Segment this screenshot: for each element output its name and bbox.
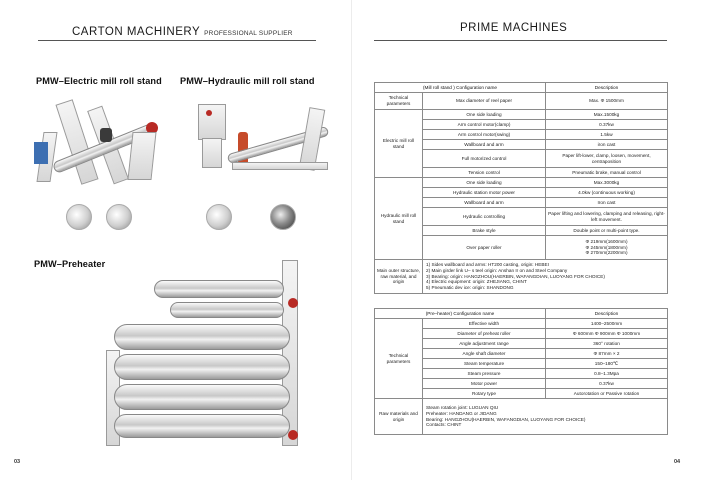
- table-header-config: (Mill roll stand ) Configuration name: [375, 83, 546, 93]
- param-value: 0.37kw: [546, 120, 668, 130]
- param-value: Iron cast: [546, 198, 668, 208]
- electric-detail-image-1: [66, 204, 92, 230]
- left-page: [0, 0, 351, 480]
- param-value: 1400–2500mm: [546, 319, 668, 329]
- table-header-description: Description: [546, 309, 668, 319]
- param-name: Angle adjustment range: [423, 339, 546, 349]
- page-number-right: 04: [674, 459, 681, 465]
- param-value: 150–180℃: [546, 359, 668, 369]
- param-value: Max. Φ 1500mm: [546, 93, 668, 110]
- section-title-preheater: PMW–Preheater: [34, 259, 106, 269]
- param-value: Φ 87mm × 2: [546, 349, 668, 359]
- group-label-electric: Electric mill roll stand: [375, 110, 423, 178]
- param-name: Diameter of preheat roller: [423, 329, 546, 339]
- mill-roll-stand-table: [374, 82, 668, 294]
- electric-mill-roll-stand-image: [30, 92, 170, 192]
- param-name: Wallboard and arm: [423, 140, 546, 150]
- left-header: [72, 22, 293, 40]
- param-value: Double point or multi-point type.: [546, 226, 668, 236]
- hydraulic-mill-roll-stand-image: [188, 92, 338, 192]
- table-header-config: (Pre–heater) Configuration name: [375, 309, 546, 319]
- page-number-left: 03: [14, 459, 21, 465]
- materials-text: Steam rotation joint: LUGUAN QIU Preheater: HANDANG or JIDANG Bearing: HANGZHOU(HAERBIN, WAFANGDIAN, LUOYANG FOR CHOICE) Contacts: CHINT: [423, 399, 668, 435]
- right-page: [352, 0, 703, 480]
- section-title-hydraulic: PMW–Hydraulic mill roll stand: [180, 76, 315, 86]
- electric-detail-image-2: [106, 204, 132, 230]
- header-rule-right: [374, 40, 667, 41]
- preheater-image: [100, 254, 310, 454]
- table-header-description: Description: [546, 83, 668, 93]
- group-label-technical: Technical parameters: [375, 93, 423, 110]
- param-value: Paper lifting and lowering, clamping and releasing, right-left movement.: [546, 208, 668, 226]
- header-title-right: PRIME MACHINES: [460, 22, 568, 34]
- param-name: Tension control: [423, 168, 546, 178]
- param-name: Over paper roller: [423, 236, 546, 260]
- param-value: Paper lift-lower, clamp, loosen, movement, centraposition: [546, 150, 668, 168]
- group-label-materials: Main outer structure, raw material, and origin: [375, 260, 423, 294]
- param-name: One side loading: [423, 178, 546, 188]
- param-value: Autorotation or Passive rotation: [546, 389, 668, 399]
- param-name: Arm control motor(clamp): [423, 120, 546, 130]
- header-rule: [38, 40, 316, 41]
- group-label-hydraulic: Hydraulic mill roll stand: [375, 178, 423, 260]
- param-value: 1.5kw: [546, 130, 668, 140]
- param-name: One side loading: [423, 110, 546, 120]
- param-name: Wallboard and arm: [423, 198, 546, 208]
- param-value: 0.8–1.3Mpa: [546, 369, 668, 379]
- param-name: Effective width: [423, 319, 546, 329]
- param-value: Pneumatic brake, manual control: [546, 168, 668, 178]
- header-subtitle: PROFESSIONAL SUPPLIER: [204, 30, 293, 37]
- param-name: Angle shaft diameter: [423, 349, 546, 359]
- header-title: CARTON MACHINERY: [72, 26, 201, 38]
- section-title-electric: PMW–Electric mill roll stand: [36, 76, 162, 86]
- param-value: 0.37kw: [546, 379, 668, 389]
- param-value: iron cast: [546, 140, 668, 150]
- preheater-table: [374, 308, 668, 435]
- param-name: Steam pressure: [423, 369, 546, 379]
- param-value: 360° rotation: [546, 339, 668, 349]
- param-name: Hydraulic station motor power: [423, 188, 546, 198]
- hydraulic-detail-image-1: [206, 204, 232, 230]
- group-label-technical: Technical parameters: [375, 319, 423, 399]
- group-label-materials: Raw materials and origin: [375, 399, 423, 435]
- param-value: Max.3000kg: [546, 178, 668, 188]
- param-name: Hydraulic controlling: [423, 208, 546, 226]
- param-value: Max.1500kg: [546, 110, 668, 120]
- param-name: Full motorized control: [423, 150, 546, 168]
- param-name: Max diameter of reel paper: [423, 93, 546, 110]
- param-value: 4.0kw (continuous working): [546, 188, 668, 198]
- param-name: Steam temperature: [423, 359, 546, 369]
- param-value: Φ 600mm Φ 900mm Φ 1000mm: [546, 329, 668, 339]
- materials-text: 1) Sides wallboard and arms: HT200 casting, origin: HEBEI 2) Main girder link U– s teel origin: Anshan Ir on and Steel Company 3) Bearing: origin: HANGZHOU(HAERBIN, WAFANGDIAN, LUOYANG FOR CHOICE) 4) Electric equipment: origin: ZHEJIANG, CHINT 5) Pneumatic dev ice: origin: SHANDONG: [423, 260, 668, 294]
- param-name: Arm control motor(swing): [423, 130, 546, 140]
- hydraulic-detail-image-2: [270, 204, 296, 230]
- param-name: Motor power: [423, 379, 546, 389]
- param-name: Rotary type: [423, 389, 546, 399]
- param-name: Brake style: [423, 226, 546, 236]
- param-value: Φ 219mm(1600mm) Φ 245mm(1800mm) Φ 270mm(2200mm): [546, 236, 668, 260]
